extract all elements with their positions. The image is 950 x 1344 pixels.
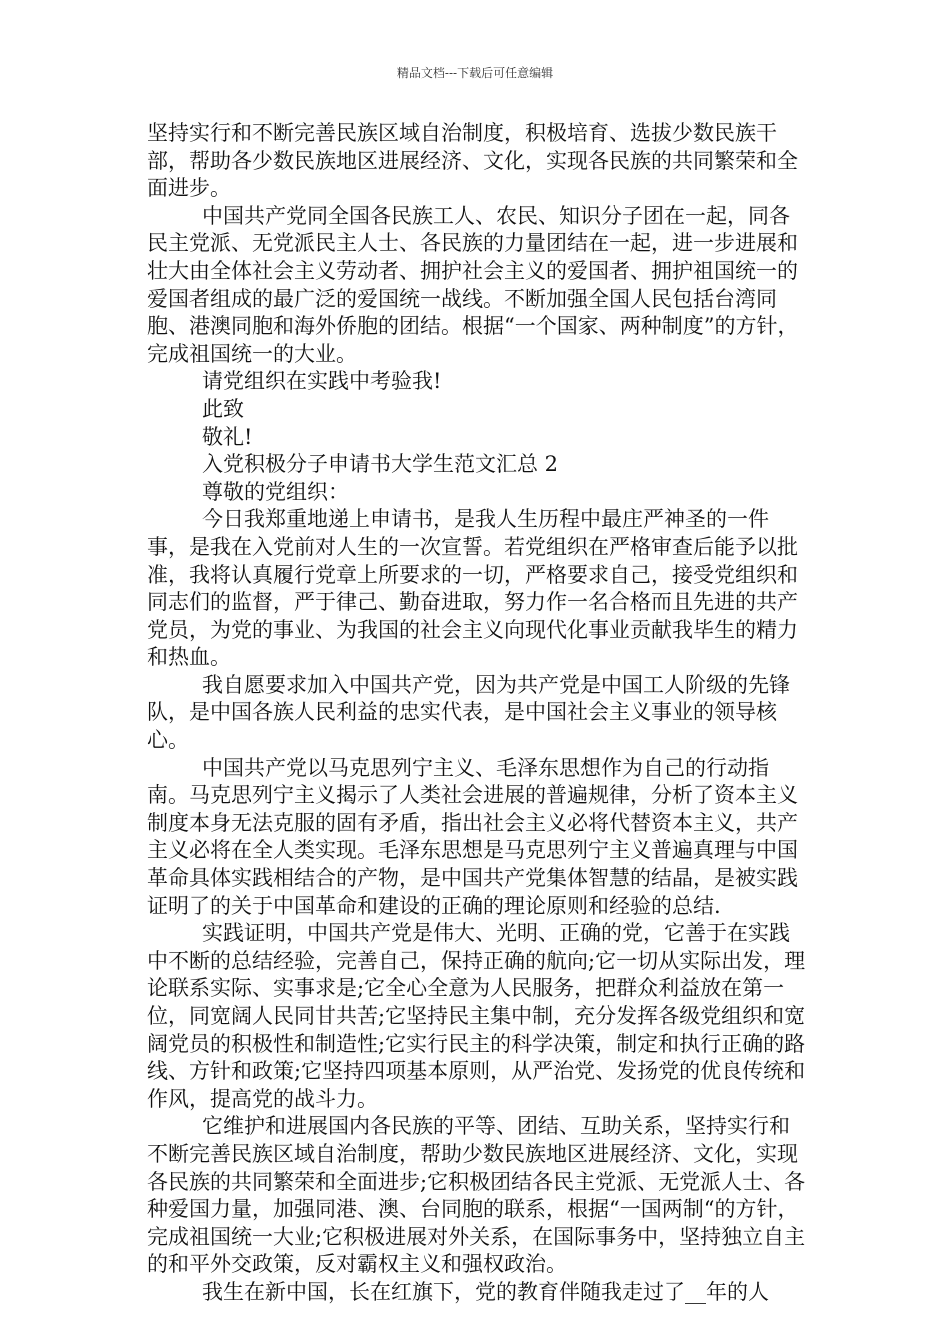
paragraph: 实践证明，中国共产党是伟大、光明、正确的党，它善于在实践中不断的总结经验，完善自己，保持正确的航向;它一切从实际出发，理论联系实际、实事求是;它全心全意为人民服务，把群众利益放在第一位，同宽阔人民同甘共苦;它坚持民主集中制，充分发挥各级党组织和宽阔党员的积极性和制造性;它实行民主的科学决策，制定和执行正确的路线、方针和政策;它坚持四项基本原则，从严治党、发扬党的优良传统和作风，提高党的战斗力。 [147, 921, 806, 1111]
paragraph: 它维护和进展国内各民族的平等、团结、互助关系，坚持实行和不断完善民族区域自治制度，帮助少数民族地区进展经济、文化，实现各民族的共同繁荣和全面进步;它积极团结各民主党派、无党派人士、各种爱国力量，加强同港、澳、台同胞的联系，根据“一国两制“的方针，完成祖国统一大业;它积极进展对外关系，在国际事务中，坚持独立自主的和平外交政策，反对霸权主义和强权政治。 [147, 1114, 806, 1277]
paragraph: 坚持实行和不断完善民族区域自治制度，积极培育、选拔少数民族干部，帮助各少数民族地区进展经济、文化，实现各民族的共同繁荣和全面进步。 [147, 121, 798, 201]
paragraph: 中国共产党同全国各民族工人、农民、知识分子团在一起，同各民主党派、无党派民主人士、各民族的力量团结在一起，进一步进展和壮大由全体社会主义劳动者、拥护社会主义的爱国者、拥护祖国统一的爱国者组成的最广泛的爱国统一战线。不断加强全国人民包括台湾同胞、港澳同胞和海外侨胞的团结。根据“一个国家、两种制度”的方针，完成祖国统一的大业。 [147, 203, 799, 366]
paragraph: 今日我郑重地递上申请书，是我人生历程中最庄严神圣的一件事，是我在入党前对人生的一次宣誓。若党组织在严格审查后能予以批准，我将认真履行党章上所要求的一切，严格要求自己，接受党组织和同志们的监督，严于律己、勤奋进取，努力作一名合格而且先进的共产党员，为党的事业、为我国的社会主义向现代化事业贡献我毕生的精力和热血。 [147, 507, 798, 670]
section-title: 入党积极分子申请书大学生范文汇总 2 [202, 452, 559, 477]
paragraph: 此致 [202, 396, 244, 421]
salutation: 尊敬的党组织： [202, 479, 349, 504]
paragraph: 请党组织在实践中考验我! [202, 369, 442, 394]
paragraph: 我生在新中国，长在红旗下，党的教育伴随我走过了__年的人 [202, 1279, 769, 1304]
paragraph: 敬礼! [202, 424, 253, 449]
document-body [147, 120, 807, 1307]
paragraph: 中国共产党以马克思列宁主义、毛泽东思想作为自己的行动指南。马克思列宁主义揭示了人类社会进展的普遍规律，分析了资本主义制度本身无法克服的固有矛盾，指出社会主义必将代替资本主义，共产主义必将在全人类实现。毛泽东思想是马克思列宁主义普遍真理与中国革命具体实践相结合的产物，是中国共产党集体智慧的结晶，是被实践证明了的关于中国革命和建设的正确的理论原则和经验的总结. [147, 755, 798, 918]
paragraph: 我自愿要求加入中国共产党，因为共产党是中国工人阶级的先锋队，是中国各族人民利益的忠实代表，是中国社会主义事业的领导核心。 [147, 672, 790, 753]
page-header: 精品文档---下载后可任意编辑 [396, 66, 554, 80]
